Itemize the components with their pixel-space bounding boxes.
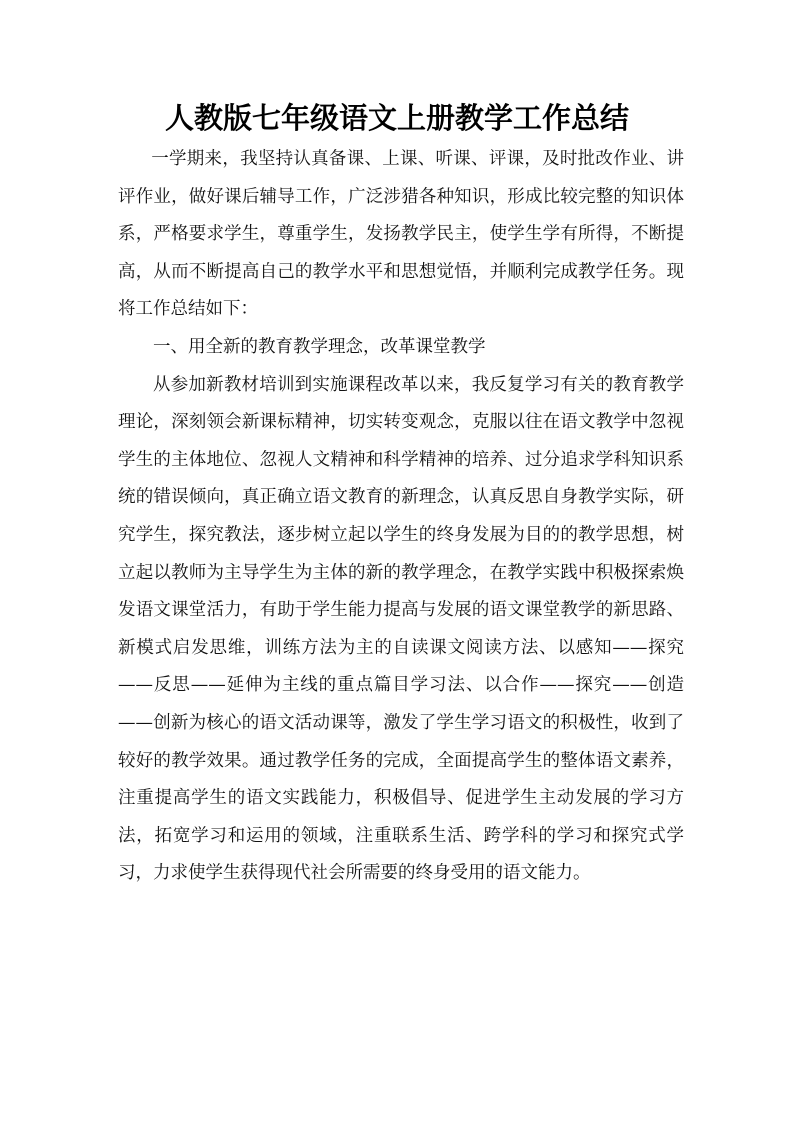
document-body	[118, 141, 684, 893]
section-heading-1: 一、用全新的教育教学理念，改革课堂教学	[153, 336, 486, 357]
section-1-paragraph: 从参加新教材培训到实施课程改革以来，我反复学习有关的教育教学理论，深刻领会新课标精神，切实转变观念，克服以往在语文教学中忽视学生的主体地位、忽视人文精神和科学精神的培养、过分追求学科知识系统的错误倾向，真正确立语文教育的新理念，认真反思自身教学实际，研究学生，探究教法，逐步树立起以学生的终身发展为目的的教学思想，树立起以教师为主导学生为主体的新的教学理念，在教学实践中积极探索焕发语文课堂活力，有助于学生能力提高与发展的语文课堂教学的新思路、新模式启发思维，训练方法为主的自读课文阅读方法、以感知——探究——反思——延伸为主线的重点篇目学习法、以合作——探究——创造——创新为核心的语文活动课等，激发了学生学习语文的积极性，收到了较好的教学效果。通过教学任务的完成，全面提高学生的整体语文素养，注重提高学生的语文实践能力，积极倡导、促进学生主动发展的学习方法，拓宽学习和运用的领域，注重联系生活、跨学科的学习和探究式学习，力求使学生获得现代社会所需要的终身受用的语文能力。	[118, 374, 684, 884]
document-title: 人教版七年级语文上册教学工作总结	[164, 101, 629, 135]
intro-paragraph: 一学期来，我坚持认真备课、上课、听课、评课，及时批改作业、讲评作业，做好课后辅导工作，广泛涉猎各种知识，形成比较完整的知识体系，严格要求学生，尊重学生，发扬教学民主，使学生学有所得，不断提高，从而不断提高自己的教学水平和思想觉悟，并顺利完成教学任务。现将工作总结如下：	[118, 149, 684, 320]
